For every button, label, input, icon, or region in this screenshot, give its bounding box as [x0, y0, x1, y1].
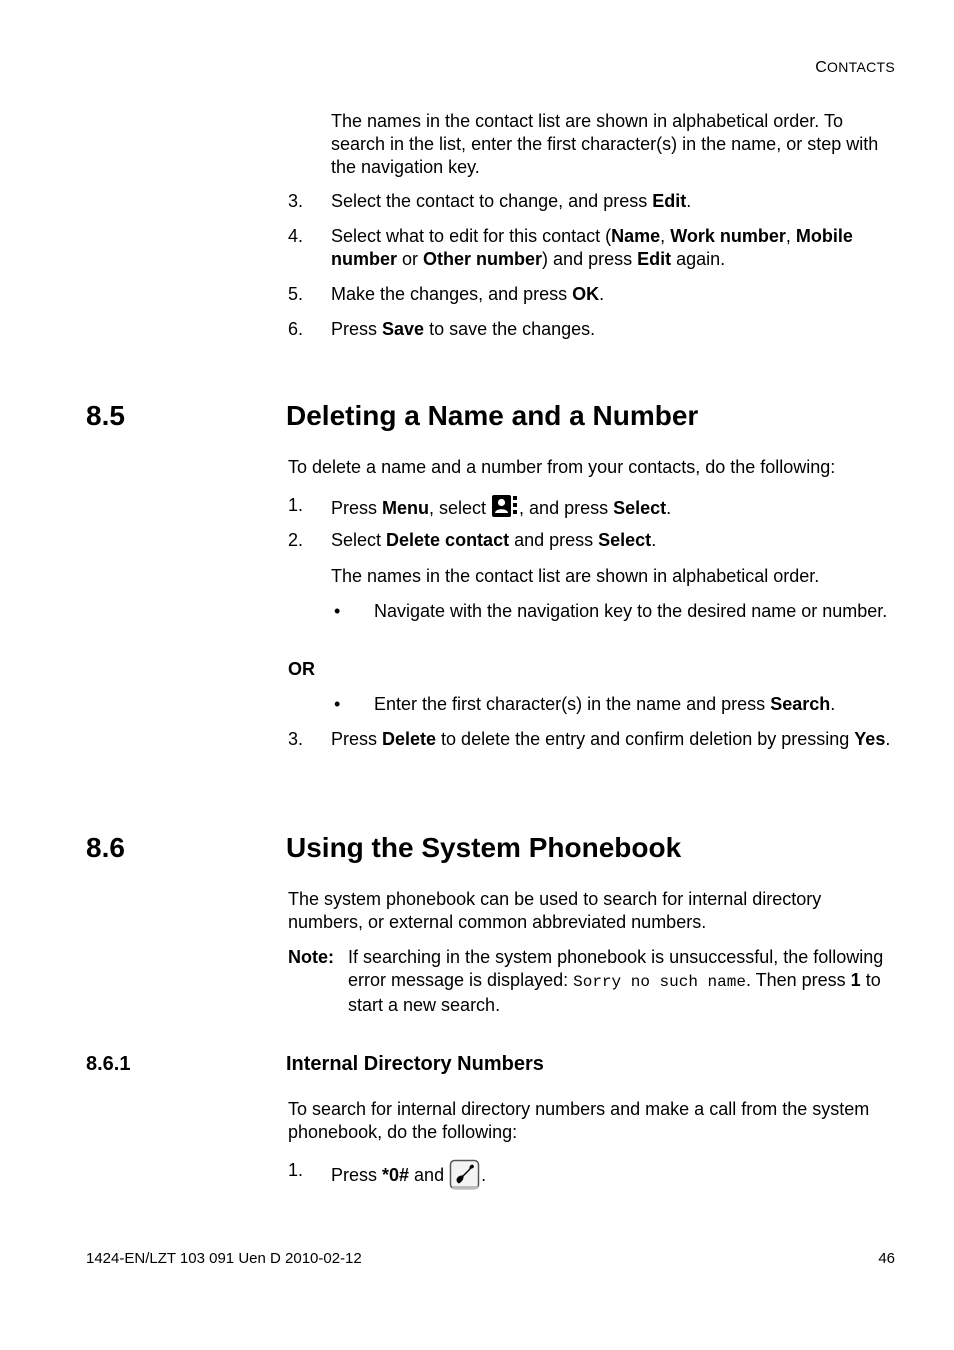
section-8-6-intro: The system phonebook can be used to search for internal directory numbers, or external common abbreviated numbers.	[288, 889, 822, 932]
note-block	[288, 946, 898, 1016]
section-8-5-intro: To delete a name and a number from your contacts, do the following:	[288, 457, 836, 477]
error-message: Sorry no such name	[573, 973, 746, 991]
section-8-6-1-intro: To search for internal directory numbers and make a call from the system phonebook, do the following:	[288, 1099, 870, 1142]
intro-paragraph: The names in the contact list are shown in alphabetical order. To search in the list, enter the first character(s) in the name, or step with the navigation key.	[331, 111, 879, 177]
or-label: OR	[288, 659, 315, 679]
note-label: Note:	[288, 947, 334, 967]
note-text: If searching in the system phonebook is unsuccessful, the following error message is displayed: Sorry no such name. Then press 1 to start a new search.	[348, 947, 884, 1015]
footer-doc-id: 1424-EN/LZT 103 091 Uen D 2010-02-12	[86, 1250, 362, 1267]
page-number: 46	[878, 1250, 895, 1267]
alphabetical-note: The names in the contact list are shown in alphabetical order.	[331, 566, 820, 586]
running-header: CONTACTS	[815, 59, 895, 76]
contacts-icon	[491, 494, 519, 526]
phone-call-key-icon	[449, 1159, 481, 1197]
